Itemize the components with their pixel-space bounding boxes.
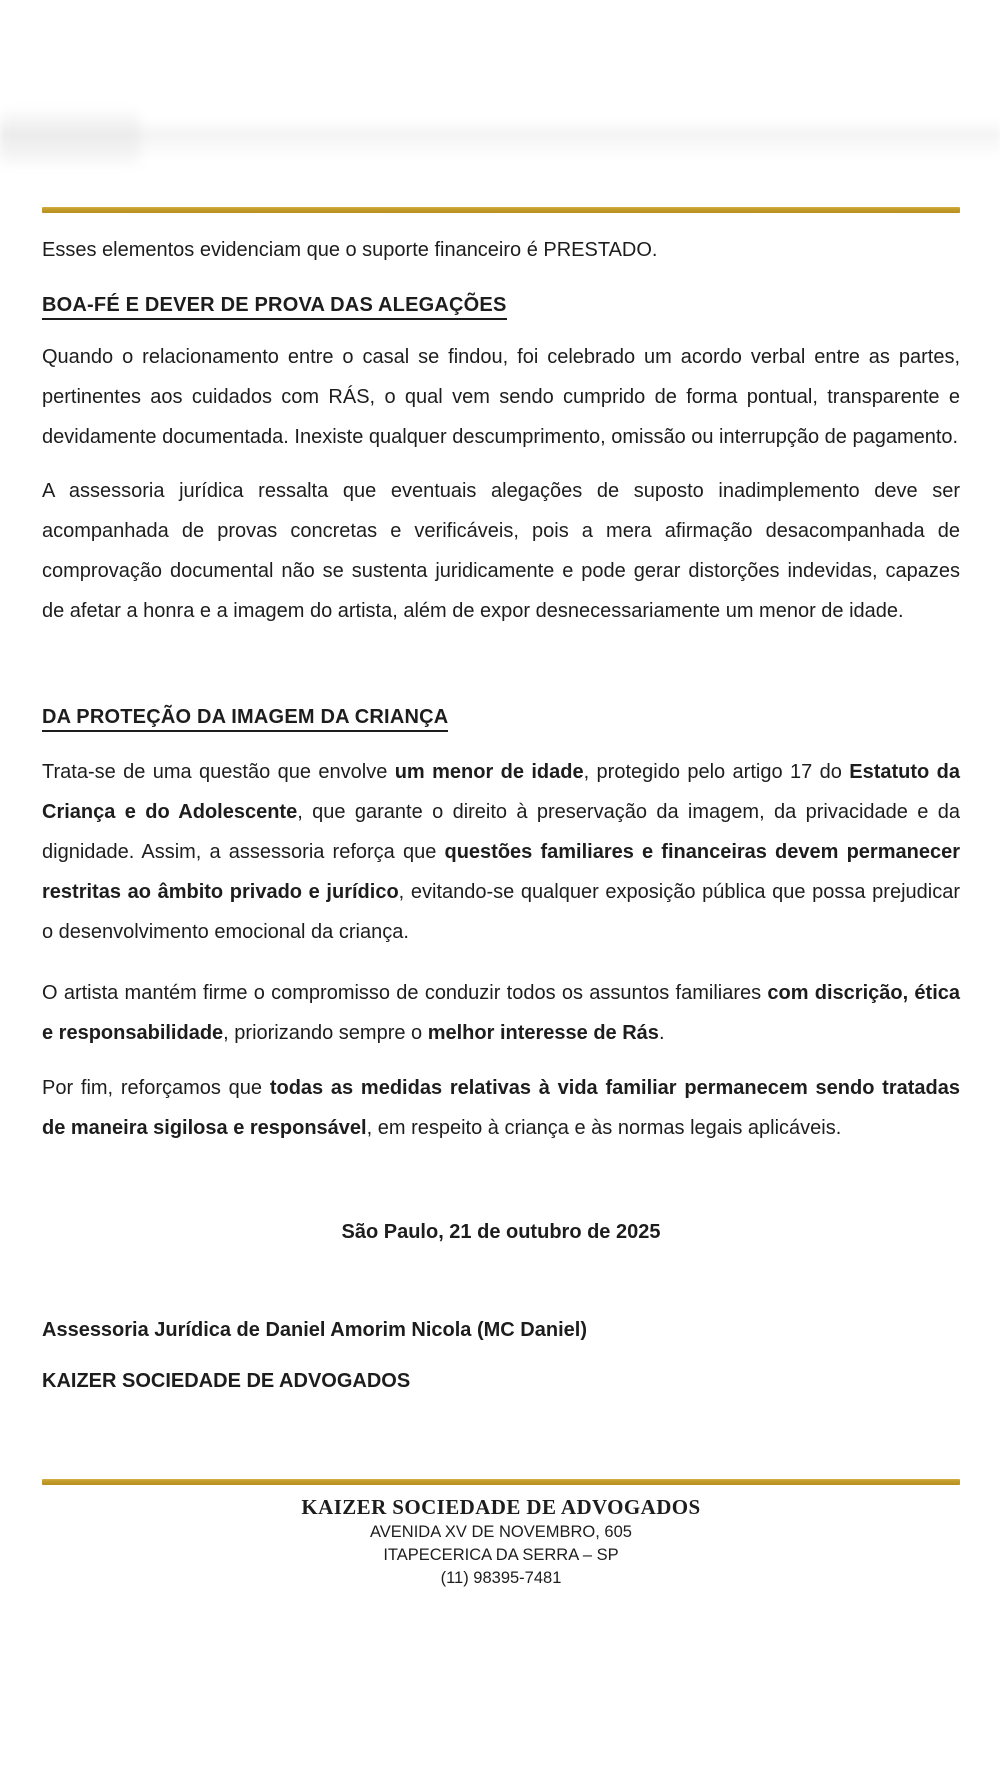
footer-address-line-2: ITAPECERICA DA SERRA – SP	[383, 1546, 619, 1564]
section2-paragraph-3: Por fim, reforçamos que todas as medidas relativas à vida familiar permanecem sendo tratadas de maneira sigilosa e responsável, em respeito à criança e às normas legais aplicáveis.	[42, 1077, 960, 1139]
photo-shadow-left	[0, 112, 140, 164]
section1-paragraph-1: Quando o relacionamento entre o casal se findou, foi celebrado um acordo verbal entre as partes, pertinentes aos cuidados com RÁS, o qual vem sendo cumprido de forma pontual, transparente e devidamente documentada. Inexiste qualquer descumprimento, omissão ou interrupção de pagamento.	[42, 346, 960, 448]
section1-paragraph-2: A assessoria jurídica ressalta que eventuais alegações de suposto inadimplemento deve ser acompanhada de provas concretas e verificáveis, pois a mera afirmação desacompanhada de comprovação documental não se sustenta juridicamente e pode gerar distorções indevidas, capazes de afetar a honra e a imagem do artista, além de expor desnecessariamente um menor de idade.	[42, 480, 960, 622]
dateline: São Paulo, 21 de outubro de 2025	[341, 1221, 661, 1243]
bottom-gold-rule	[42, 1479, 960, 1485]
intro-paragraph: Esses elementos evidenciam que o suporte financeiro é PRESTADO.	[42, 239, 658, 261]
footer-phone: (11) 98395-7481	[440, 1569, 562, 1587]
section2-heading	[42, 697, 960, 737]
section1-heading	[42, 285, 960, 325]
section2-heading-text: DA PROTEÇÃO DA IMAGEM DA CRIANÇA	[42, 706, 448, 732]
signature-line-2: KAIZER SOCIEDADE DE ADVOGADOS	[42, 1370, 411, 1392]
document-content	[0, 207, 1000, 1590]
photo-shadow-band	[0, 118, 1000, 160]
footer-address-line-1: AVENIDA XV DE NOVEMBRO, 605	[370, 1523, 632, 1541]
top-gold-rule	[42, 207, 960, 213]
section2-paragraph-2: O artista mantém firme o compromisso de conduzir todos os assuntos familiares com discrição, ética e responsabilidade, priorizando sempre o melhor interesse de Rás.	[42, 982, 960, 1044]
footer-block	[42, 1494, 960, 1590]
footer-firm-name: KAIZER SOCIEDADE DE ADVOGADOS	[301, 1495, 701, 1519]
section1-heading-text: BOA-FÉ E DEVER DE PROVA DAS ALEGAÇÕES	[42, 294, 507, 320]
signature-line-1: Assessoria Jurídica de Daniel Amorim Nicola (MC Daniel)	[42, 1319, 587, 1341]
section2-paragraph-1: Trata-se de uma questão que envolve um menor de idade, protegido pelo artigo 17 do Estatuto da Criança e do Adolescente, que garante o direito à preservação da imagem, da privacidade e da dignidade. Assim, a assessoria reforça que questões familiares e financeiras devem permanecer restritas ao âmbito privado e jurídico, evitando-se qualquer exposição pública que possa prejudicar o desenvolvimento emocional da criança.	[42, 761, 961, 943]
